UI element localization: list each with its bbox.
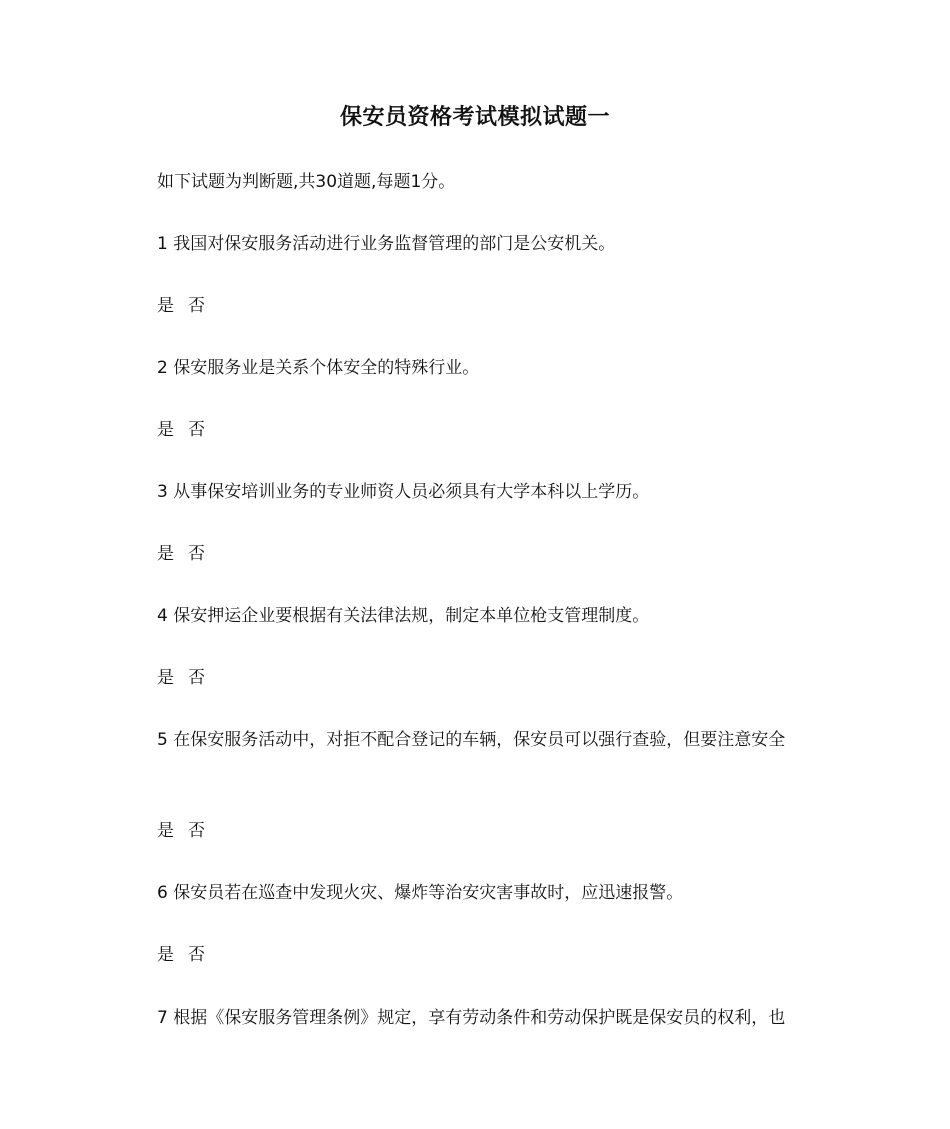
question-5-text: 5 在保安服务活动中，对拒不配合登记的车辆，保安员可以强行查验，但要注意安全 <box>157 730 786 750</box>
option-yes: 是 <box>157 420 174 440</box>
question-2-options <box>157 418 205 442</box>
question-1-text: 1 我国对保安服务活动进行业务监督管理的部门是公安机关。 <box>157 234 616 254</box>
option-yes: 是 <box>157 668 174 688</box>
question-5-options <box>157 819 205 843</box>
intro-text: 如下试题为判断题,共30道题,每题1分。 <box>157 172 456 192</box>
question-3-options <box>157 542 205 566</box>
question-3-text: 3 从事保安培训业务的专业师资人员必须具有大学本科以上学历。 <box>157 482 650 502</box>
question-7-text: 7 根据《保安服务管理条例》规定，享有劳动条件和劳动保护既是保安员的权利，也 <box>157 1008 786 1028</box>
option-no: 否 <box>188 420 205 440</box>
option-yes: 是 <box>157 296 174 316</box>
question-6-text: 6 保安员若在巡查中发现火灾、爆炸等治安灾害事故时，应迅速报警。 <box>157 883 684 903</box>
question-4-options <box>157 666 205 690</box>
option-yes: 是 <box>157 821 174 841</box>
option-no: 否 <box>188 296 205 316</box>
question-4-text: 4 保安押运企业要根据有关法律法规，制定本单位枪支管理制度。 <box>157 606 650 626</box>
question-1-options <box>157 294 205 318</box>
option-yes: 是 <box>157 945 174 965</box>
option-no: 否 <box>188 821 205 841</box>
option-yes: 是 <box>157 544 174 564</box>
option-no: 否 <box>188 544 205 564</box>
option-no: 否 <box>188 668 205 688</box>
question-2-text: 2 保安服务业是关系个体安全的特殊行业。 <box>157 358 480 378</box>
document-title: 保安员资格考试模拟试题一 <box>339 105 610 130</box>
question-6-options <box>157 943 205 967</box>
option-no: 否 <box>188 945 205 965</box>
